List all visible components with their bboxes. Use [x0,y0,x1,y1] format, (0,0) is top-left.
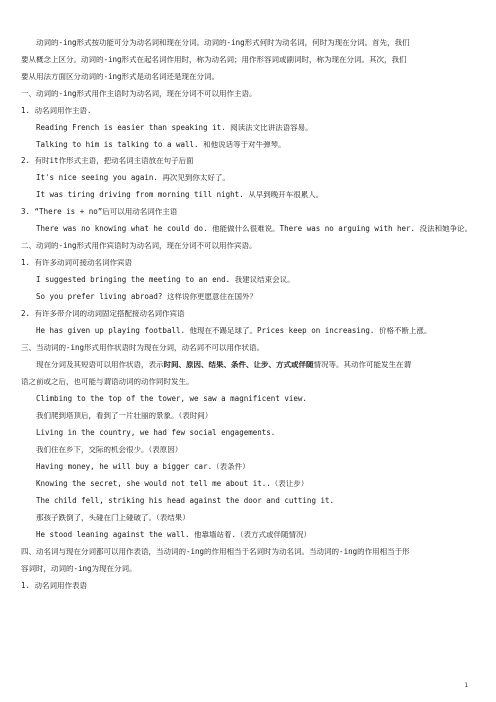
example-sentence: There was no knowing what he could do. 他能做什么很难说。There was no arguing with her. 没法和她争论。 [36,225,473,233]
example-sentence: Having money, he will buy a bigger car.（表条件） [36,463,250,471]
section-heading: 二、动词的-ing形式用作宾语时为动名词，现在分词不可以用作宾语。 [21,242,257,250]
section-heading: 四、动名词与现在分词都可以用作表语，当动词的-ing的作用相当于名词时为动名词。当动词的-ing的作用相当于形 [21,548,410,556]
subheading: 2. 有时it作形式主语，把动名词主语放在句子后面 [21,157,194,165]
subheading: 1. 动名词用作表语 [21,582,88,590]
paragraph-line: 要从概念上区分。动词的-ing形式在起名词作用时，称为动名词；用作形容词或副词时，称为现在分词。其次，我们 [21,56,407,64]
subheading: 1. 有许多动词可接动名词作宾语 [21,259,133,267]
subheading: 2. 有许多带介词的动词固定搭配接动名词作宾语 [21,310,185,318]
example-sentence: Talking to him is talking to a wall. 和他说话等于对牛弹琴。 [36,141,286,149]
example-sentence: Climbing to the top of the tower, we saw a magnificent view. [36,395,307,403]
example-sentence: The child fell, striking his head against the door and cutting it. [36,497,335,505]
example-sentence: Living in the country, we had few social engagements. [36,429,276,437]
subheading: 3. “There is + no”后可以用动名词作主语 [21,208,178,216]
section-heading: 一、动词的-ing形式用作主语时为动名词，现在分词不可以用作主语。 [21,90,257,98]
section-heading: 三、当动词的-ing形式用作状语时为现在分词，动名词不可以用作状语。 [21,344,265,352]
paragraph-line: 动词的-ing形式按功能可分为动名词和现在分词。动词的-ing形式何时为动名词，何时为现在分词。首先，我们 [36,39,410,47]
paragraph-line: 要从用法方面区分动词的-ing形式是动名词还是现在分词。 [21,73,220,81]
example-sentence: He has given up playing football. 他现在不踢足球了。Prices keep on increasing. 价格不断上涨。 [36,327,432,335]
example-sentence: I suggested bringing the meeting to an end. 我建议结束会议。 [36,276,295,284]
example-sentence: He stood leaning against the wall. 他靠墙站着.（表方式或伴随情况） [36,531,312,539]
example-sentence: Knowing the secret, she would not tell me about it..（表让步） [36,480,309,488]
page-number: 1 [464,682,468,689]
example-sentence: It was tiring driving from morning till night. 从早到晚开车很累人。 [36,191,324,199]
example-sentence: It's nice seeing you again. 再次见到你太好了。 [36,174,230,182]
paragraph-line: 语之前或之后，也可能与谓语动词的动作同时发生。 [21,378,194,386]
emphasis-bold: 时间、原因、结果、条件、让步、方式或伴随 [163,361,314,369]
emphasis-suffix: 情况等。其动作可能发生在谓 [313,361,411,369]
emphasis-prefix: 现在分词及其短语可以用作状语，表示 [36,361,164,369]
example-translation: 那孩子跌倒了，头碰在门上碰破了。（表结果） [36,514,190,522]
example-translation: 我们爬到塔顶后，看到了一片壮丽的景象。（表时间） [36,412,213,420]
example-translation: 我们住在乡下，交际的机会很少。（表原因） [36,446,183,454]
example-sentence: So you prefer living abroad? 这样说你更愿意住在国外？ [36,293,257,301]
example-sentence: Reading French is easier than speaking it. 阅读法文比讲法语容易。 [36,124,313,132]
subheading: 1. 动名词用作主语. [21,107,92,115]
paragraph-line-emphasis [36,361,474,369]
paragraph-line: 容词时，动词的-ing为现在分词。 [21,565,137,573]
